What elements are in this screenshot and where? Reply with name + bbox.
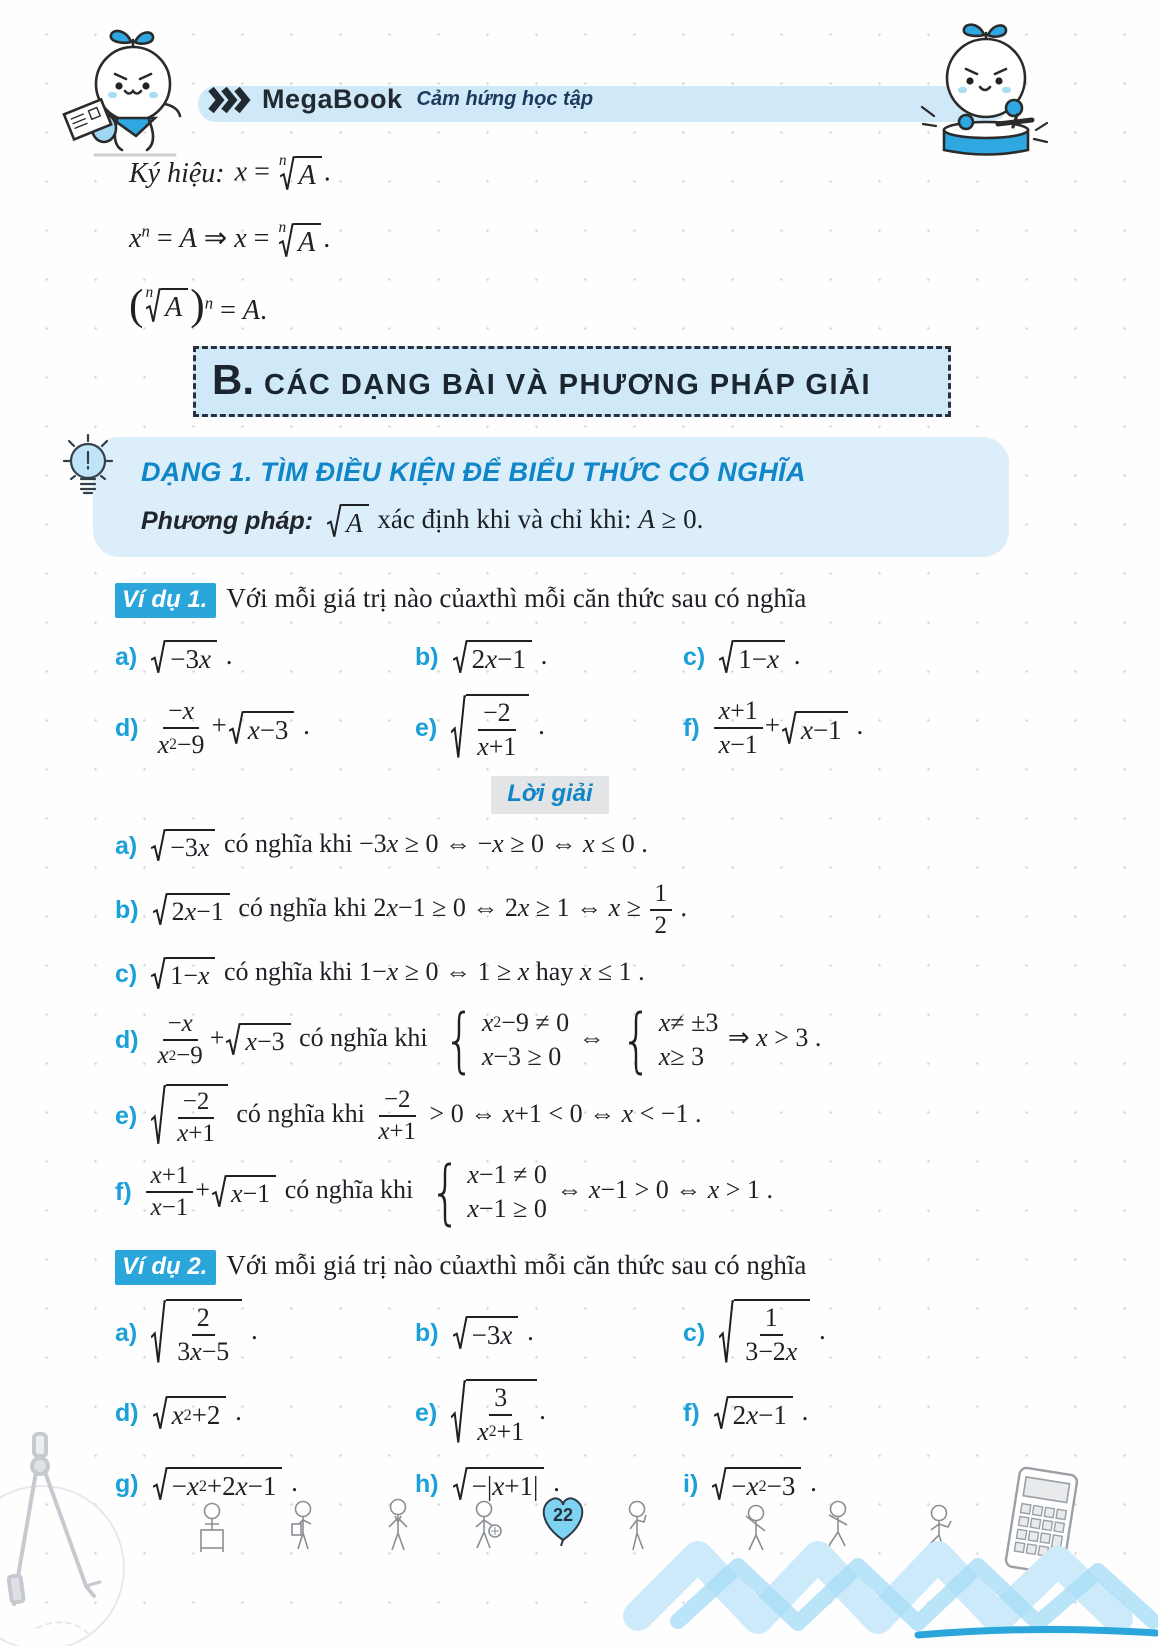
list-item: b) −3 x . — [415, 1315, 534, 1350]
dang1-title: DẠNG 1. TÌM ĐIỀU KIỆN ĐỂ BIỂU THỨC CÓ NGHĨA — [141, 457, 806, 487]
walking-mascot-icon — [55, 22, 215, 167]
doodle-figure-icon — [288, 1500, 318, 1563]
vidu1-question: Với mỗi giá trị nào của x thì mỗi căn thức sau có nghĩa — [226, 583, 807, 614]
list-item: i) − x 2 −3 . — [683, 1466, 817, 1501]
doodle-figure-icon — [468, 1500, 504, 1563]
solution-row: b) 2 x −1 có nghĩa khi 2x−1 ≥ 0 ⇔ 2x ≥ 1 ⇔ x ≥ $\frac{1}{2}$ . — [115, 880, 687, 940]
solution-heading: Lời giải — [491, 776, 608, 814]
list-item: a) −3 x . — [115, 639, 233, 674]
doodle-figure-icon — [383, 1498, 413, 1563]
dang1-box — [93, 437, 1009, 557]
section-b-label: B. — [212, 356, 254, 403]
notation-prefix: Ký hiệu: — [129, 158, 225, 189]
drummer-mascot-icon — [880, 18, 1090, 173]
section-b-heading — [193, 346, 951, 417]
vidu2-label: Ví dụ 2. — [115, 1250, 216, 1285]
list-item: a) 2 3 x −5 . — [115, 1299, 415, 1367]
brand-logo — [208, 84, 593, 115]
notation-formula: x = n A . — [234, 152, 331, 191]
solution-row: a) −3 x có nghĩa khi −3x ≥ 0 ⇔ −x ≥ 0 ⇔ x ≤ 0 . — [115, 829, 648, 863]
list-item: f) 2 x −1 . — [683, 1395, 809, 1430]
list-item: d) − x x 2 −9 + x −3 . — [115, 696, 310, 760]
notation-line — [129, 280, 971, 332]
list-item: c) 1 3−2 x . — [683, 1299, 973, 1367]
vidu1-label: Ví dụ 1. — [115, 583, 216, 618]
list-item: c) 1− x . — [683, 639, 801, 674]
vidu2-heading — [115, 1250, 985, 1285]
list-item: g) − x 2 +2 x −1 . — [115, 1466, 298, 1501]
vidu2-items — [115, 1299, 985, 1509]
solution-row: e) −2 x +1 có nghĩa khi −2 x +1 > 0 ⇔ x+1 < 0 ⇔ x < −1 . — [115, 1086, 702, 1148]
solution-list — [115, 824, 985, 1234]
solution-row: c) 1− x có nghĩa khi 1−x ≥ 0 ⇔ 1 ≥ x hay x ≤ 1 . — [115, 957, 645, 991]
lightbulb-icon — [55, 429, 121, 514]
vidu1-heading — [115, 583, 985, 618]
list-item: d) x 2 +2 . — [115, 1395, 242, 1430]
solution-row: f) x +1 x −1 + x −1 có nghĩa khi { x −1 ≠ 0 x −1 ≥ 0 ⇔ x−1 > 0 ⇔ x > 1 . — [115, 1151, 773, 1234]
list-item: h) −| x +1| . — [415, 1466, 560, 1501]
page-number: 22 — [552, 1505, 574, 1525]
notation-line — [129, 214, 971, 266]
list-item: e) −2 x +1 . — [415, 694, 683, 762]
notation-formula: $x^n = A$ ⇒ x = n A . — [129, 218, 331, 258]
vidu2-question: Với mỗi giá trị nào của x thì mỗi căn thức sau có nghĩa — [226, 1250, 807, 1281]
vidu1-items — [115, 632, 985, 762]
list-item: f) x +1 x −1 + x −1 . — [683, 696, 864, 760]
method-label: Phương pháp: — [141, 507, 314, 536]
notation-line — [129, 148, 971, 200]
doodle-figure-icon — [195, 1502, 229, 1563]
scribble-decoration — [618, 1521, 1158, 1646]
solution-row: d) − x x 2 −9 + x −3 có nghĩa khi { x 2 −9 ≠ 0 x −3 ≥ 0 ⇔ { x ≠ ±3 x ≥ 3 ⇒ x > 3 . — [115, 999, 822, 1082]
brand-name: MegaBook — [262, 84, 403, 114]
heart-page-badge — [534, 1488, 592, 1553]
page-content — [115, 148, 985, 1509]
notation-formula: ( n A ) $^n$ = A. — [129, 281, 268, 330]
section-b-title: CÁC DẠNG BÀI VÀ PHƯƠNG PHÁP GIẢI — [264, 369, 872, 401]
method-row — [141, 504, 983, 539]
list-item: e) 3 x 2 +1 . — [415, 1379, 683, 1447]
brand-tagline: Cảm hứng học tập — [416, 88, 594, 110]
list-item: b) 2 x −1 . — [415, 639, 548, 674]
method-formula: A xác định khi và chỉ khi: A ≥ 0. — [325, 504, 703, 539]
